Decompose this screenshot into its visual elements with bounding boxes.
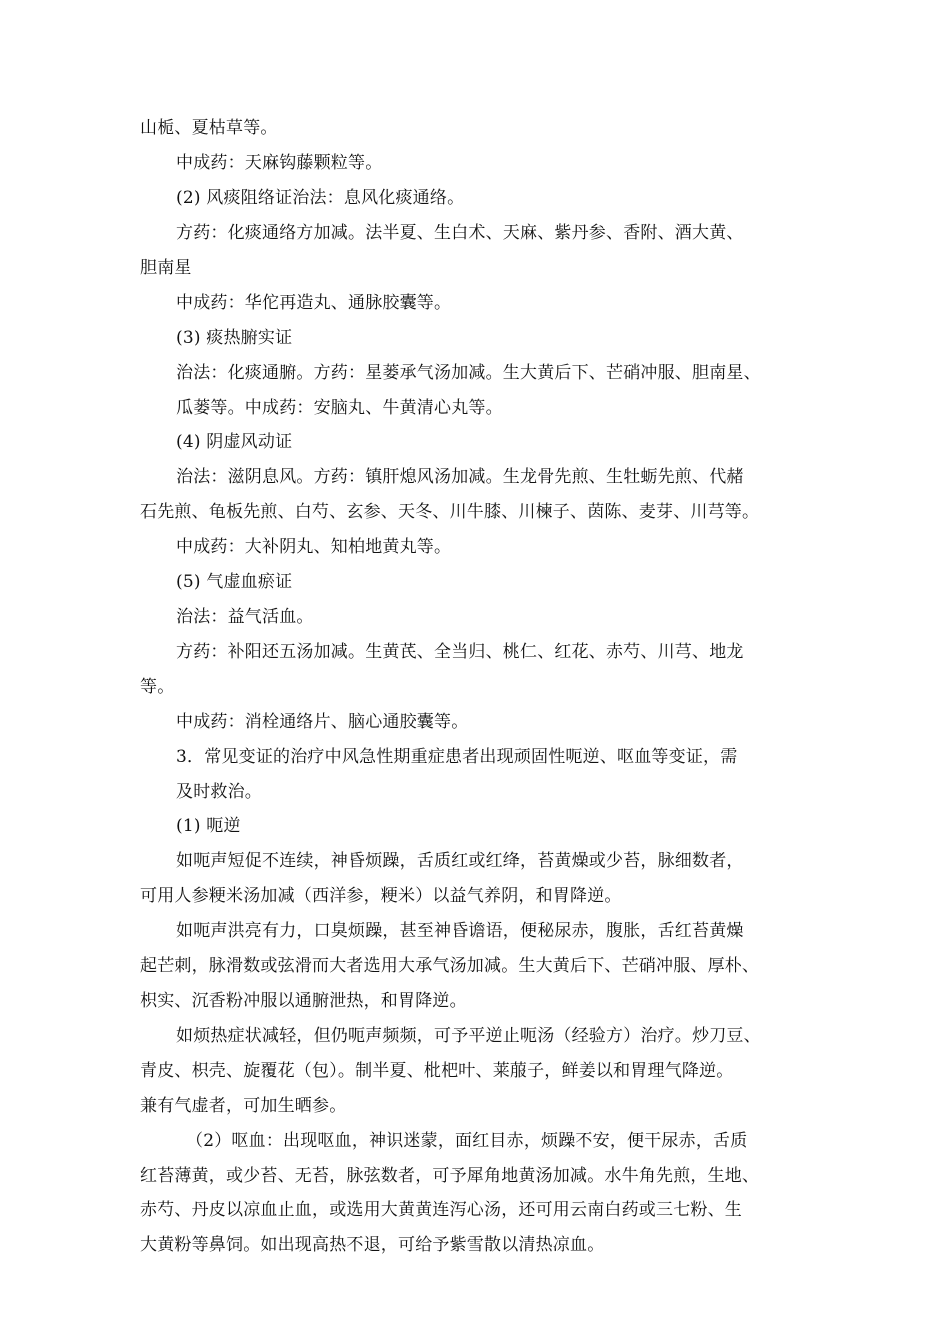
text-line: 山栀、夏枯草等。 [140, 118, 278, 138]
text-line: 石先煎、龟板先煎、白芍、玄参、天冬、川牛膝、川楝子、茵陈、麦芽、川芎等。 [140, 502, 760, 522]
section-heading: (5) 气虚血瘀证 [176, 572, 293, 592]
text-line: 方药：化痰通络方加减。法半夏、生白术、天麻、紫丹参、香附、酒大黄、 [176, 223, 744, 243]
text-line: 如呃声短促不连续，神昏烦躁，舌质红或红绛，苔黄燥或少苔，脉细数者， [176, 851, 744, 871]
text-line: 胆南星 [140, 258, 192, 278]
text-line: 如呃声洪亮有力，口臭烦躁，甚至神昏谵语，便秘尿赤，腹胀，舌红苔黄燥 [176, 921, 744, 941]
text-line: 治法：益气活血。 [176, 607, 314, 627]
section-heading: (2) 风痰阻络证治法：息风化痰通络。 [176, 188, 465, 208]
text-line: 可用人参粳米汤加减（西洋参，粳米）以益气养阴，和胃降逆。 [140, 886, 622, 906]
section-heading: （2）呕血：出现呕血，神识迷蒙，面红目赤，烦躁不安，便干尿赤，舌质 [186, 1131, 748, 1151]
section-heading: (1) 呃逆 [176, 816, 241, 836]
section-heading: 3．常见变证的治疗中风急性期重症患者出现顽固性呃逆、呕血等变证，需 [176, 747, 738, 767]
text-line: 方药：补阳还五汤加减。生黄芪、全当归、桃仁、红花、赤芍、川芎、地龙 [176, 642, 744, 662]
text-line: 等。 [140, 677, 175, 697]
text-line: 中成药：天麻钩藤颗粒等。 [176, 153, 383, 173]
text-line: 治法：化痰通腑。方药：星蒌承气汤加减。生大黄后下、芒硝冲服、胆南星、 [176, 363, 761, 383]
text-line: 赤芍、丹皮以凉血止血，或选用大黄黄连泻心汤，还可用云南白药或三七粉、生 [140, 1200, 742, 1220]
section-heading: (4) 阴虚风动证 [176, 432, 293, 452]
text-line: 及时救治。 [176, 782, 262, 802]
section-heading: (3) 痰热腑实证 [176, 328, 293, 348]
text-line: 中成药：消栓通络片、脑心通胶囊等。 [176, 712, 469, 732]
text-line: 起芒刺，脉滑数或弦滑而大者选用大承气汤加减。生大黄后下、芒硝冲服、厚朴、 [140, 956, 760, 976]
text-line: 治法：滋阴息风。方药：镇肝熄风汤加减。生龙骨先煎、生牡蛎先煎、代赭 [176, 467, 744, 487]
text-line: 中成药：华佗再造丸、通脉胶囊等。 [176, 293, 452, 313]
text-line: 青皮、枳壳、旋覆花（包）。制半夏、枇杷叶、莱菔子，鲜姜以和胃理气降逆。 [140, 1061, 734, 1081]
text-line: 瓜蒌等。中成药：安脑丸、牛黄清心丸等。 [176, 398, 503, 418]
text-line: 如烦热症状减轻，但仍呃声频频，可予平逆止呃汤（经验方）治疗。炒刀豆、 [176, 1026, 761, 1046]
text-line: 大黄粉等鼻饲。如出现高热不退，可给予紫雪散以清热凉血。 [140, 1235, 605, 1255]
text-line: 红苔薄黄，或少苔、无苔，脉弦数者，可予犀角地黄汤加减。水牛角先煎，生地、 [140, 1166, 760, 1186]
text-line: 枳实、沉香粉冲服以通腑泄热，和胃降逆。 [140, 991, 467, 1011]
text-line: 兼有气虚者，可加生晒参。 [140, 1096, 347, 1116]
text-line: 中成药：大补阴丸、知柏地黄丸等。 [176, 537, 452, 557]
